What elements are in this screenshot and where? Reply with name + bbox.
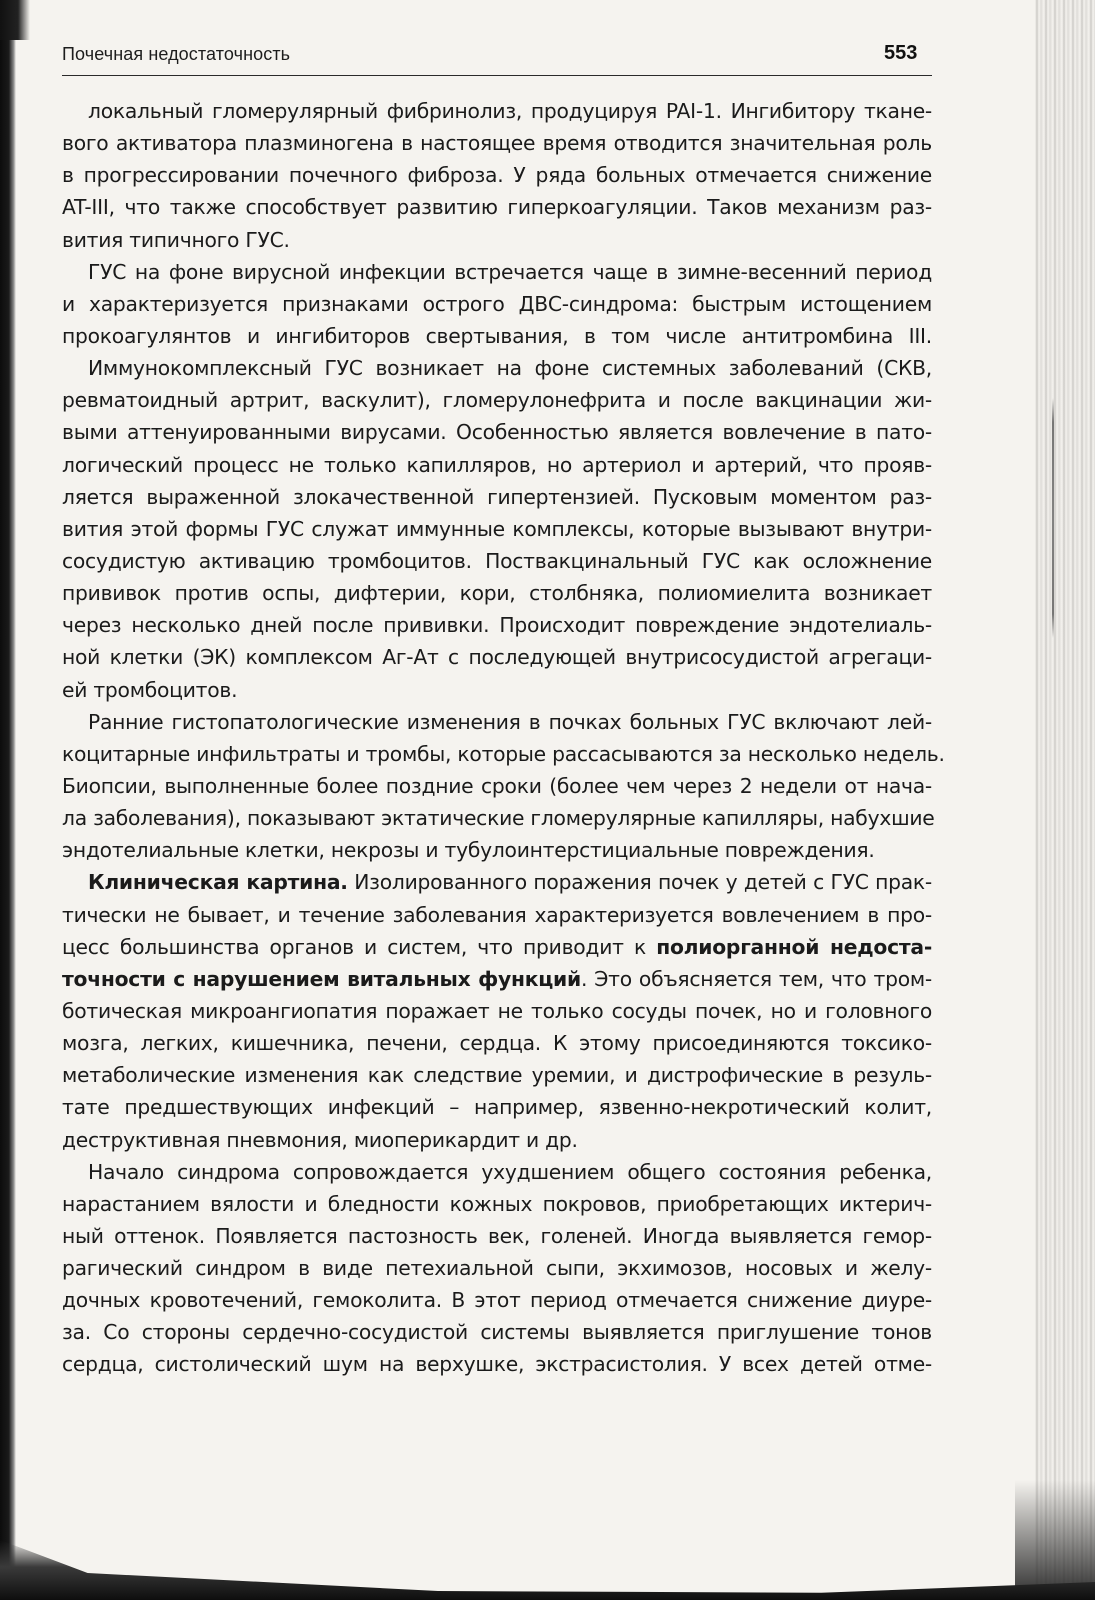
text-line — [62, 191, 932, 223]
text-line — [62, 384, 932, 416]
text-run: и характеризуется признаками острого ДВС-синдрома: быстрым истощением — [62, 291, 932, 316]
text-line — [62, 1156, 932, 1188]
text-line — [62, 931, 932, 963]
text-run: ла заболевания), показывают эктатические гломерулярные капилляры, набухшие — [62, 806, 935, 831]
paragraph — [62, 706, 945, 867]
text-run: Биопсии, выполненные более поздние сроки (более чем через 2 недели от нача- — [62, 773, 932, 798]
text-run: в прогрессировании почечного фиброза. У ряда больных отмечается снижение — [62, 163, 932, 188]
text-run: выми аттенуированными вирусами. Особенностью является вовлечение в пато- — [62, 420, 932, 445]
book-page-edges — [1035, 0, 1095, 1600]
text-run: Иммунокомплексный ГУС возникает на фоне системных заболеваний (СКВ, — [88, 356, 932, 381]
text-run: вого активатора плазминогена в настоящее время отводится значительная роль — [62, 131, 932, 156]
text-run: вития этой формы ГУС служат иммунные комплексы, которые вызывают внутри- — [62, 516, 932, 541]
text-line — [62, 899, 932, 931]
text-line — [62, 352, 932, 384]
text-run: коцитарные инфильтраты и тромбы, которые рассасываются за несколько недель. — [62, 741, 945, 766]
text-run: Начало синдрома сопровождается ухудшением общего состояния ребенка, — [88, 1159, 932, 1184]
text-run: за. Со стороны сердечно-сосудистой системы выявляется приглушение тонов — [62, 1320, 932, 1345]
text-line — [62, 738, 945, 770]
bold-text: точности с нарушением витальных функций — [62, 966, 581, 991]
text-line — [62, 224, 932, 256]
text-line — [62, 1059, 932, 1091]
text-run: метаболические изменения как следствие уремии, и дистрофические в резуль- — [62, 1063, 932, 1088]
text-run: сосудистую активацию тромбоцитов. Поствакцинальный ГУС как осложнение — [62, 548, 932, 573]
text-run: логический процесс не только капилляров, но артериол и артерий, что прояв- — [62, 452, 932, 477]
text-run: деструктивная пневмония, миоперикардит и др. — [62, 1127, 578, 1152]
text-run: ей тромбоцитов. — [62, 677, 238, 702]
text-run: вития типичного ГУС. — [62, 227, 290, 252]
text-line — [62, 770, 932, 802]
text-run: через несколько дней после прививки. Происходит повреждение эндотелиаль- — [62, 613, 932, 638]
bold-text: Клиническая картина. — [88, 870, 348, 895]
text-line — [62, 1316, 932, 1348]
text-line — [62, 1252, 932, 1284]
text-run: AT-III, что также способствует развитию гиперкоагуляции. Таков механизм раз- — [62, 195, 932, 220]
page-number: 553 — [884, 42, 918, 64]
text-run: ный оттенок. Появляется пастозность век, голеней. Иногда выявляется гемор- — [62, 1223, 932, 1248]
text-run: эндотелиальные клетки, некрозы и тубулоинтерстициальные повреждения. — [62, 838, 875, 863]
header-rule — [62, 75, 932, 76]
scan-bottom-edge-shadow — [0, 1540, 1095, 1600]
text-run: . Это объясняется тем, что тром- — [580, 966, 932, 991]
text-line — [62, 545, 932, 577]
text-line — [62, 320, 932, 352]
text-run: ляется выраженной злокачественной гипертензией. Пусковым моментом раз- — [62, 484, 932, 509]
text-line — [62, 834, 932, 866]
text-line — [62, 674, 932, 706]
text-run: ГУС на фоне вирусной инфекции встречается чаще в зимне-весенний период — [88, 259, 932, 284]
text-line — [62, 127, 932, 159]
text-run: Изолированного поражения почек у детей с ГУС прак- — [347, 870, 932, 895]
scan-corner-shadow — [0, 0, 30, 40]
text-line — [62, 513, 932, 545]
scan-bottom-right-shadow — [1015, 1480, 1095, 1600]
text-run: прокоагулянтов и ингибиторов свертывания, в том числе антитромбина III. — [62, 323, 932, 348]
text-line — [62, 1348, 932, 1380]
text-run: нарастанием вялости и бледности кожных покровов, приобретающих иктерич- — [62, 1191, 932, 1216]
text-line — [62, 1027, 932, 1059]
scan-fold-mark — [1052, 398, 1054, 638]
text-line — [62, 706, 932, 738]
bold-text: полиорганной недоста- — [656, 934, 932, 959]
text-run: рагический синдром в виде петехиальной сыпи, экхимозов, носовых и желу- — [62, 1256, 932, 1281]
text-run: локальный гломерулярный фибринолиз, продуцируя PAI-1. Ингибитору ткане- — [88, 99, 932, 123]
text-line — [62, 1124, 932, 1156]
paragraph — [62, 95, 932, 256]
text-line — [62, 481, 932, 513]
text-run: ботическая микроангиопатия поражает не только сосуды почек, но и головного — [62, 998, 932, 1023]
text-line — [62, 449, 932, 481]
text-line — [62, 95, 932, 127]
body-text — [62, 95, 945, 1381]
paragraph — [62, 352, 932, 706]
text-line — [62, 1188, 932, 1220]
text-line — [62, 159, 932, 191]
text-run: тически не бывает, и течение заболевания характеризуется вовлечением в про- — [62, 902, 932, 927]
text-line — [62, 866, 932, 898]
text-run: ной клетки (ЭК) комплексом Аг-Ат с последующей внутрисосудистой агрегаци- — [62, 645, 932, 670]
text-run: Ранние гистопатологические изменения в почках больных ГУС включают лей- — [88, 709, 932, 734]
text-run: ревматоидный артрит, васкулит), гломерулонефрита и после вакцинации жи- — [62, 388, 932, 413]
text-line — [62, 609, 932, 641]
text-run: тате предшествующих инфекций – например, язвенно-некротический колит, — [62, 1095, 932, 1120]
paragraph — [62, 256, 932, 352]
text-run: прививок против оспы, дифтерии, кори, столбняка, полиомиелита возникает — [62, 581, 932, 606]
text-line — [62, 256, 932, 288]
text-line — [62, 1284, 932, 1316]
text-line — [62, 288, 932, 320]
text-line — [62, 1091, 932, 1123]
text-line — [62, 995, 932, 1027]
paragraph — [62, 866, 932, 1155]
text-run: цесс большинства органов и систем, что приводит к — [62, 934, 657, 959]
text-line — [62, 802, 935, 834]
text-line — [62, 416, 932, 448]
scan-left-edge-shadow — [0, 0, 16, 1600]
text-run: сердца, систолический шум на верхушке, экстрасистолия. У всех детей отме- — [62, 1352, 932, 1377]
text-run: мозга, легких, кишечника, печени, сердца. К этому присоединяются токсико- — [62, 1031, 932, 1056]
text-line — [62, 641, 932, 673]
text-line — [62, 1220, 932, 1252]
text-line — [62, 577, 932, 609]
running-title: Почечная недостаточность — [62, 44, 291, 64]
text-run: дочных кровотечений, гемоколита. В этот период отмечается снижение диуре- — [62, 1288, 932, 1313]
text-line — [62, 963, 932, 995]
paragraph — [62, 1156, 932, 1381]
